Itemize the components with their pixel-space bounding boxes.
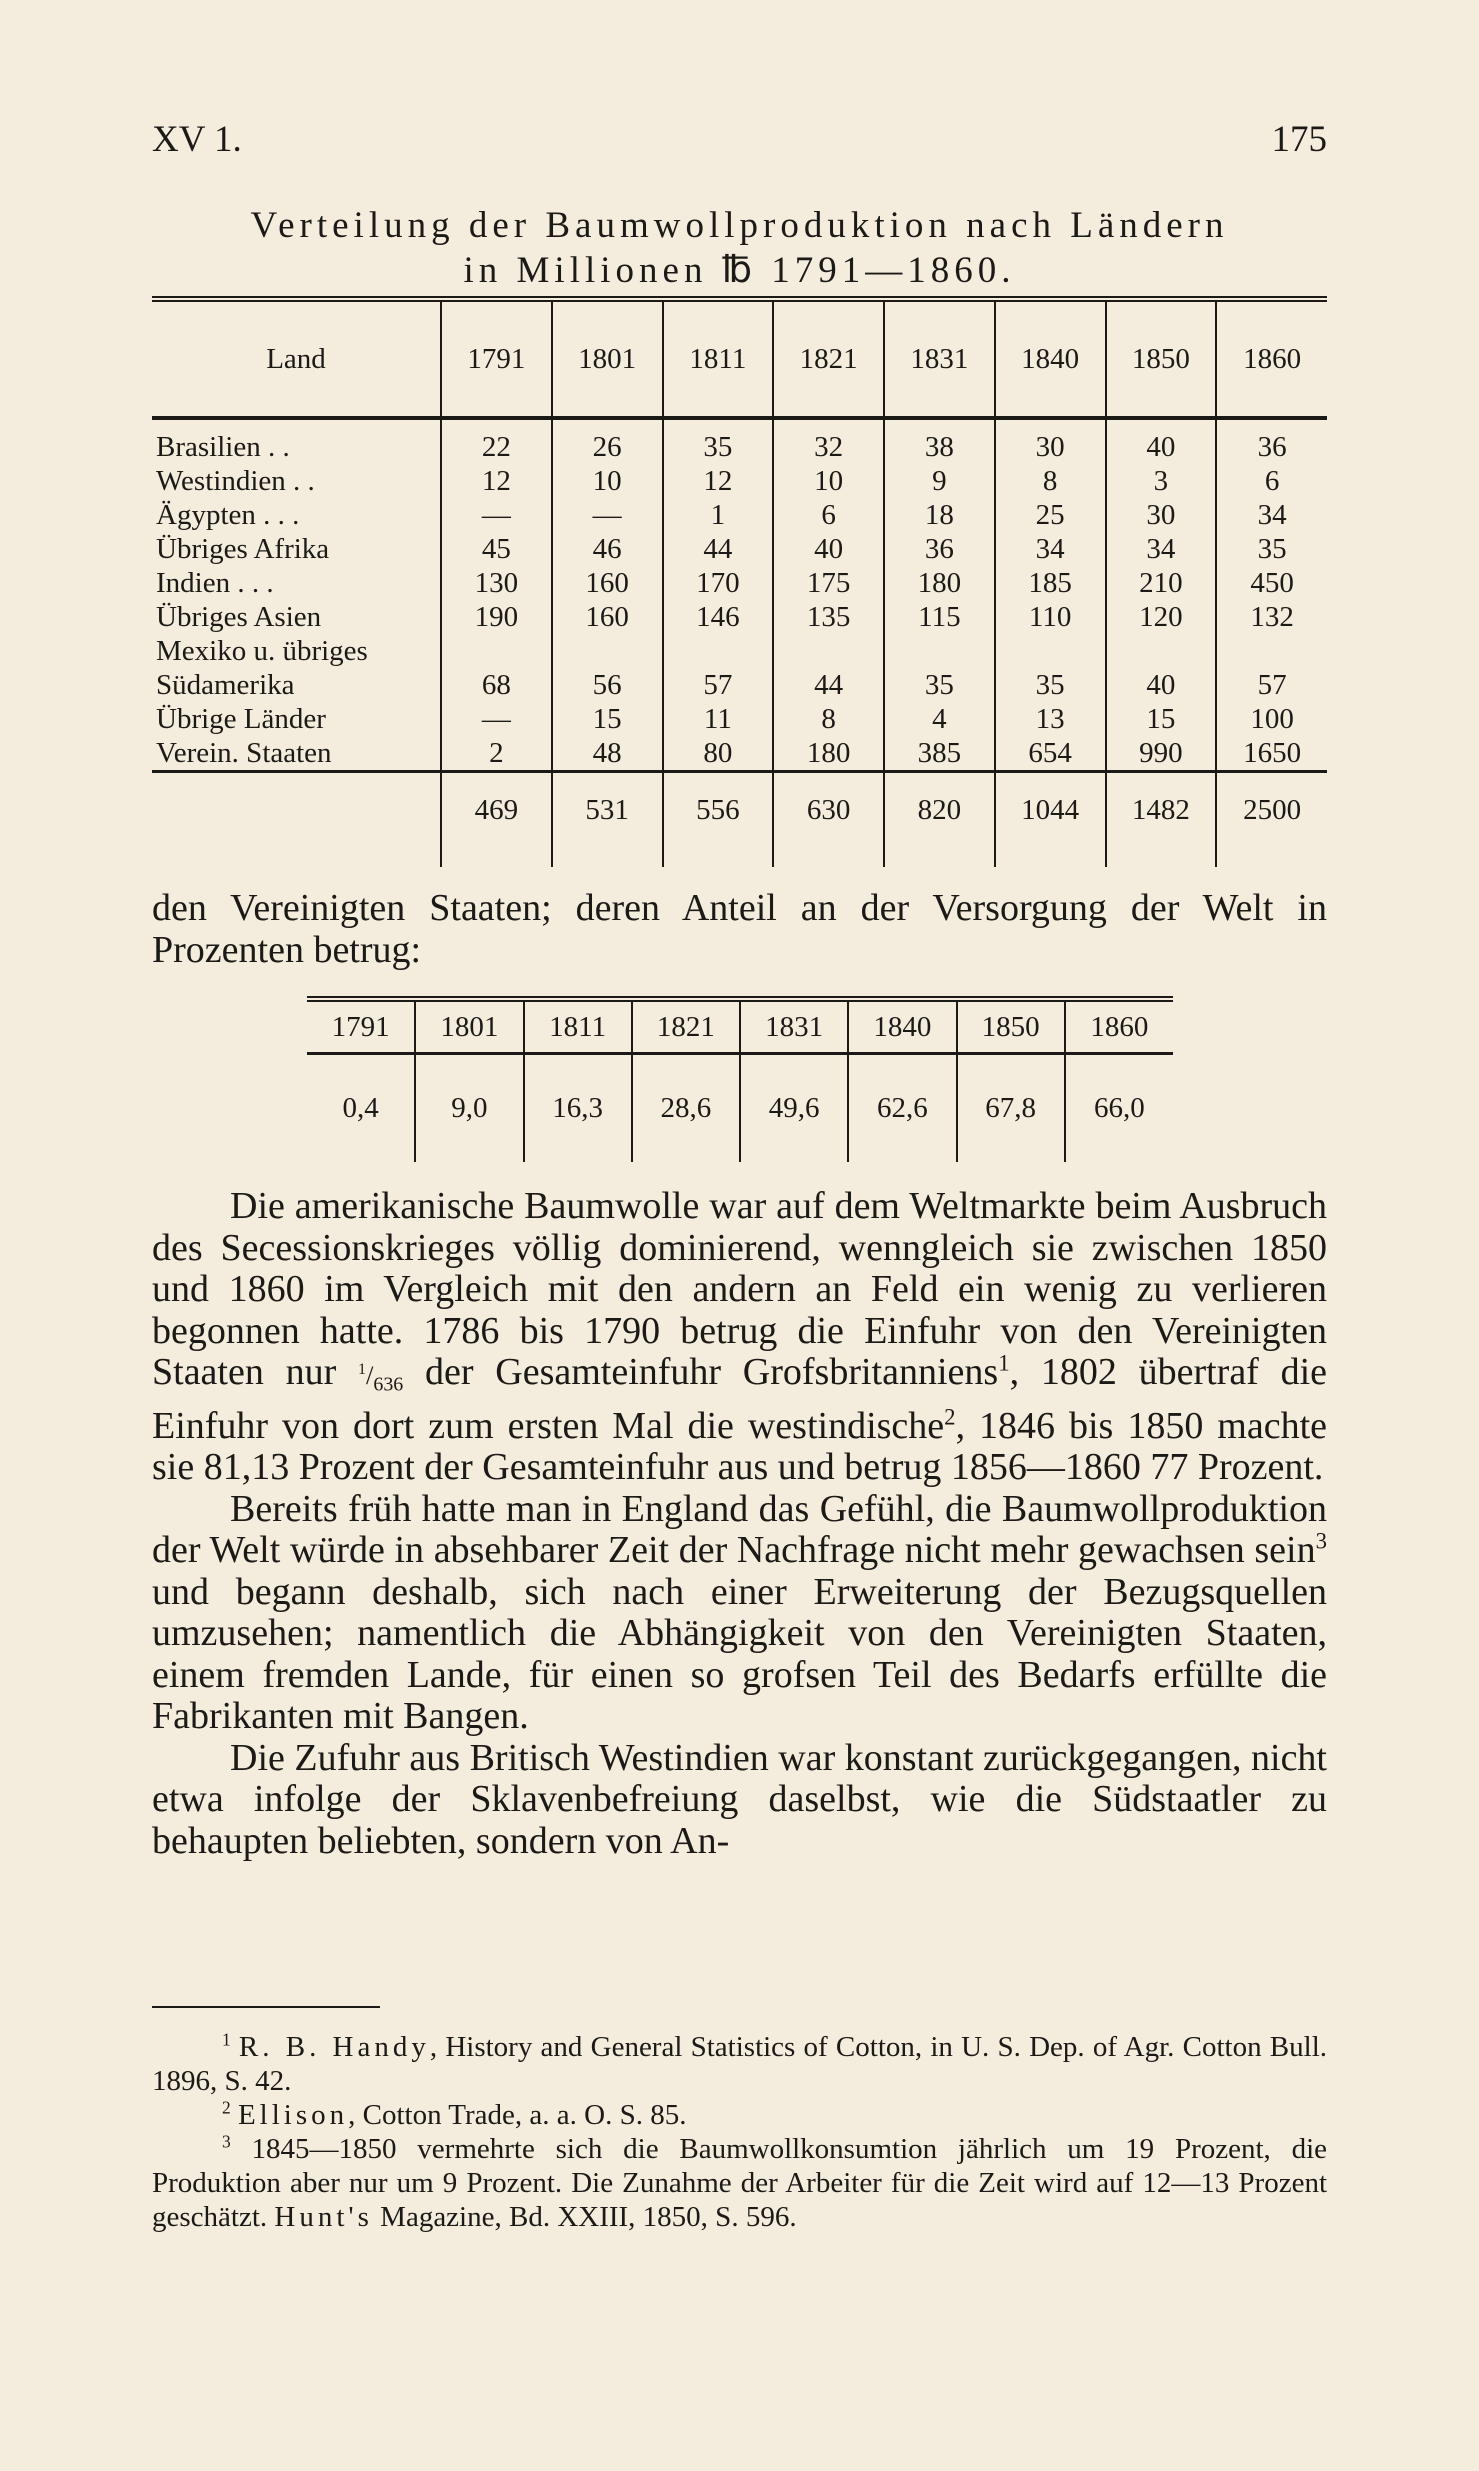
production-value: 68 [441, 668, 552, 702]
production-value: 32 [773, 418, 884, 464]
production-value: 180 [884, 566, 995, 600]
table1-row [152, 634, 1327, 668]
col-header-land: Land [152, 299, 441, 418]
production-value: 57 [1216, 668, 1327, 702]
text-run: Bereits früh hatte man in England das Gefühl, die Baumwollproduktion der Welt würde in absehbarer Zeit der Nachfrage nicht mehr gewachsen sein [152, 1487, 1327, 1572]
footnotes [152, 2030, 1327, 2234]
table1-row [152, 418, 1327, 464]
col-header-year: 1850 [957, 999, 1065, 1054]
footnote-number: 1 [222, 2029, 231, 2050]
fraction: $^1/_{636}$ [357, 1360, 404, 1396]
production-value: 26 [552, 418, 663, 464]
production-value: — [552, 498, 663, 532]
footnote-number: 2 [222, 2097, 231, 2118]
table1-header-row [152, 299, 1327, 418]
section-label: XV 1. [152, 119, 242, 160]
production-value: 13 [995, 702, 1106, 736]
production-value [552, 634, 663, 668]
production-value: 34 [1106, 532, 1217, 566]
production-value: 22 [441, 418, 552, 464]
country-label: Übriges Asien [156, 601, 322, 633]
production-value: 34 [995, 532, 1106, 566]
production-value: 654 [995, 736, 1106, 772]
share-value: 16,3 [524, 1054, 632, 1163]
total-value: 531 [552, 772, 663, 868]
body-text [152, 1186, 1327, 1862]
production-value: 100 [1216, 702, 1327, 736]
production-value: 44 [663, 532, 774, 566]
production-value: 210 [1106, 566, 1217, 600]
col-header-year: 1831 [884, 299, 995, 418]
col-header-year: 1860 [1065, 999, 1173, 1054]
total-value: 630 [773, 772, 884, 868]
production-value: 80 [663, 736, 774, 772]
production-value: 38 [884, 418, 995, 464]
table1-title-line2: in Millionen ℔ 1791—1860. [463, 250, 1016, 291]
share-table [307, 996, 1173, 1162]
table1-title-line1: Verteilung der Baumwollproduktion nach Ländern [250, 205, 1229, 246]
production-value: 30 [995, 418, 1106, 464]
share-value: 28,6 [632, 1054, 740, 1163]
production-value: — [441, 498, 552, 532]
paragraph-intro [152, 888, 1327, 971]
col-header-year: 1791 [441, 299, 552, 418]
total-value: 2500 [1216, 772, 1327, 868]
total-value: 1482 [1106, 772, 1217, 868]
running-header [152, 118, 1327, 168]
country-label: Indien . . . [156, 567, 274, 599]
production-value: 3 [1106, 464, 1217, 498]
col-header-year: 1811 [663, 299, 774, 418]
page-number: 175 [1271, 119, 1327, 160]
production-value: 30 [1106, 498, 1217, 532]
production-value: 1 [663, 498, 774, 532]
fraction-numerator: 1 [357, 1361, 366, 1379]
production-value: 9 [884, 464, 995, 498]
country-label: Mexiko u. übriges [156, 635, 368, 667]
footnote-number: 3 [222, 2131, 231, 2152]
col-header-year: 1850 [1106, 299, 1217, 418]
col-header-year: 1801 [552, 299, 663, 418]
production-value: 175 [773, 566, 884, 600]
col-header-year: 1860 [1216, 299, 1327, 418]
text-run: , 1802 übertraf die Einfuhr von dort zum ersten Mal die westindische [152, 1351, 1327, 1447]
production-table [152, 296, 1327, 867]
paragraph-american-cotton [152, 1186, 1327, 1489]
production-value: 170 [663, 566, 774, 600]
production-value: 40 [1106, 418, 1217, 464]
production-value: 34 [1216, 498, 1327, 532]
table1-row [152, 702, 1327, 736]
footnote-ref[interactable]: 2 [944, 1404, 956, 1430]
production-value: 12 [663, 464, 774, 498]
share-value: 9,0 [415, 1054, 523, 1163]
production-value: 185 [995, 566, 1106, 600]
production-value: 450 [1216, 566, 1327, 600]
production-value: 8 [773, 702, 884, 736]
production-value: 36 [884, 532, 995, 566]
production-value: 36 [1216, 418, 1327, 464]
total-value: 469 [441, 772, 552, 868]
production-value [884, 634, 995, 668]
production-value [1106, 634, 1217, 668]
production-value [441, 634, 552, 668]
text-run: der Gesamteinfuhr Grofsbritanniens [403, 1351, 999, 1393]
production-value: 8 [995, 464, 1106, 498]
col-header-year: 1821 [632, 999, 740, 1054]
table1-total-row [152, 772, 1327, 868]
share-value: 66,0 [1065, 1054, 1173, 1163]
production-value [663, 634, 774, 668]
country-label: Übrige Länder [156, 703, 326, 735]
table1-row [152, 736, 1327, 772]
country-label: Verein. Staaten [152, 736, 441, 772]
production-value: 132 [1216, 600, 1327, 634]
footnote-divider [152, 2006, 380, 2008]
production-value: 990 [1106, 736, 1217, 772]
production-value: 35 [663, 418, 774, 464]
footnote-text: , History and General Statistics of Cotton, in U. S. Dep. of Agr. Cotton Bull. 1896, S. 42. [152, 2031, 1328, 2097]
production-value: 120 [1106, 600, 1217, 634]
production-value: 35 [995, 668, 1106, 702]
production-value: 48 [552, 736, 663, 772]
table2-header-row [307, 999, 1173, 1054]
production-value: 45 [441, 532, 552, 566]
production-value: 115 [884, 600, 995, 634]
table1-row [152, 532, 1327, 566]
production-value: 18 [884, 498, 995, 532]
country-label: Südamerika [156, 669, 295, 701]
footnote-author: Hunt's [274, 2201, 373, 2233]
production-value: 15 [1106, 702, 1217, 736]
production-value: 10 [552, 464, 663, 498]
production-value: 110 [995, 600, 1106, 634]
production-value: 57 [663, 668, 774, 702]
paragraph-england [152, 1489, 1327, 1738]
share-value: 0,4 [342, 1092, 379, 1124]
production-value: 11 [663, 702, 774, 736]
col-header-year: 1801 [415, 999, 523, 1054]
production-value: 6 [1216, 464, 1327, 498]
footnote-author: R. B. Handy [238, 2031, 430, 2063]
production-value: 180 [773, 736, 884, 772]
table1-row [152, 566, 1327, 600]
production-value: 146 [663, 600, 774, 634]
footnote-ref[interactable]: 1 [998, 1350, 1010, 1376]
production-value: 25 [995, 498, 1106, 532]
production-value: 2 [441, 736, 552, 772]
production-value: 190 [441, 600, 552, 634]
total-value: 820 [884, 772, 995, 868]
fraction-denominator: 636 [373, 1373, 404, 1396]
col-header-year: 1840 [848, 999, 956, 1054]
share-value: 49,6 [740, 1054, 848, 1163]
production-value: 135 [773, 600, 884, 634]
production-value [995, 634, 1106, 668]
production-value: 160 [552, 566, 663, 600]
footnote-1 [152, 2030, 1327, 2098]
production-value: 56 [552, 668, 663, 702]
footnote-ref[interactable]: 3 [1315, 1528, 1327, 1554]
production-value: 130 [441, 566, 552, 600]
footnote-3 [152, 2132, 1327, 2234]
production-value: 15 [552, 702, 663, 736]
production-value: 35 [884, 668, 995, 702]
footnote-text: , Cotton Trade, a. a. O. S. 85. [348, 2099, 687, 2131]
footnote-author: Ellison [237, 2099, 349, 2131]
col-header-year: 1821 [773, 299, 884, 418]
paragraph-west-indies: Die Zufuhr aus Britisch Westindien war konstant zurückgegangen, nicht etwa infolge der Sklavenbefreiung daselbst, wie die Südstaatler zu behaupten beliebten, sondern von An- [152, 1736, 1327, 1862]
country-label: Übriges Afrika [156, 533, 330, 565]
production-value [773, 634, 884, 668]
col-header-year: 1811 [524, 999, 632, 1054]
total-value: 1044 [995, 772, 1106, 868]
paragraph-text: den Vereinigten Staaten; deren Anteil an der Versorgung der Welt in Prozenten betrug: [152, 887, 1327, 971]
table1-title [152, 203, 1327, 293]
footnote-text: 1845—1850 vermehrte sich die Baumwollkonsumtion jährlich um 19 Prozent, die Produktion aber nur um 9 Prozent. Die Zunahme der Arbeiter für die Zeit wird auf 12—13 Prozent geschätzt. [152, 2133, 1327, 2233]
table1-row [152, 464, 1327, 498]
production-value [1216, 634, 1327, 668]
production-value: 1650 [1216, 736, 1327, 772]
col-header-year: 1840 [995, 299, 1106, 418]
footnote-2 [152, 2098, 1327, 2132]
text-run: Die amerikanische Baumwolle war auf dem Weltmarkte beim Ausbruch des Secessionskrieges völlig dominierend, wenngleich sie zwischen 1850 und 1860 im Vergleich mit den andern an Feld ein wenig zu verlieren begonnen hatte. 1786 bis 1790 betrug die Einfuhr von den Vereinigten Staaten nur [152, 1185, 1327, 1393]
production-value: 40 [1106, 668, 1217, 702]
country-label: Brasilien . . [156, 431, 290, 463]
total-label-blank [152, 772, 441, 868]
share-value: 62,6 [848, 1054, 956, 1163]
production-value: 40 [773, 532, 884, 566]
footnote-text: Magazine, Bd. XXIII, 1850, S. 596. [372, 2201, 797, 2233]
table2-value-row [307, 1054, 1173, 1163]
col-header-year: 1791 [307, 999, 415, 1054]
production-value: — [441, 702, 552, 736]
text-run: , 1846 bis 1850 machte sie 81,13 Prozent der Gesamteinfuhr aus und betrug 1856—1860 77 Prozent. [152, 1404, 1327, 1489]
total-value: 556 [663, 772, 774, 868]
production-value: 4 [884, 702, 995, 736]
table1-row [152, 600, 1327, 634]
table1-row [152, 668, 1327, 702]
text-run: und begann deshalb, sich nach einer Erweiterung der Bezugsquellen umzusehen; namentlich die Abhängigkeit von den Vereinigten Staaten, einem fremden Lande, für einen so grofsen Teil des Bedarfs erfüllte die Fabrikanten mit Bangen. [152, 1570, 1327, 1738]
production-value: 12 [441, 464, 552, 498]
production-value: 44 [773, 668, 884, 702]
col-header-year: 1831 [740, 999, 848, 1054]
country-label: Ägypten . . . [156, 499, 300, 531]
production-value: 385 [884, 736, 995, 772]
country-label: Westindien . . [156, 465, 315, 497]
table1-row [152, 498, 1327, 532]
production-value: 10 [773, 464, 884, 498]
production-value: 35 [1216, 532, 1327, 566]
production-value: 160 [552, 600, 663, 634]
production-value: 46 [552, 532, 663, 566]
production-value: 6 [773, 498, 884, 532]
share-value: 67,8 [957, 1054, 1065, 1163]
